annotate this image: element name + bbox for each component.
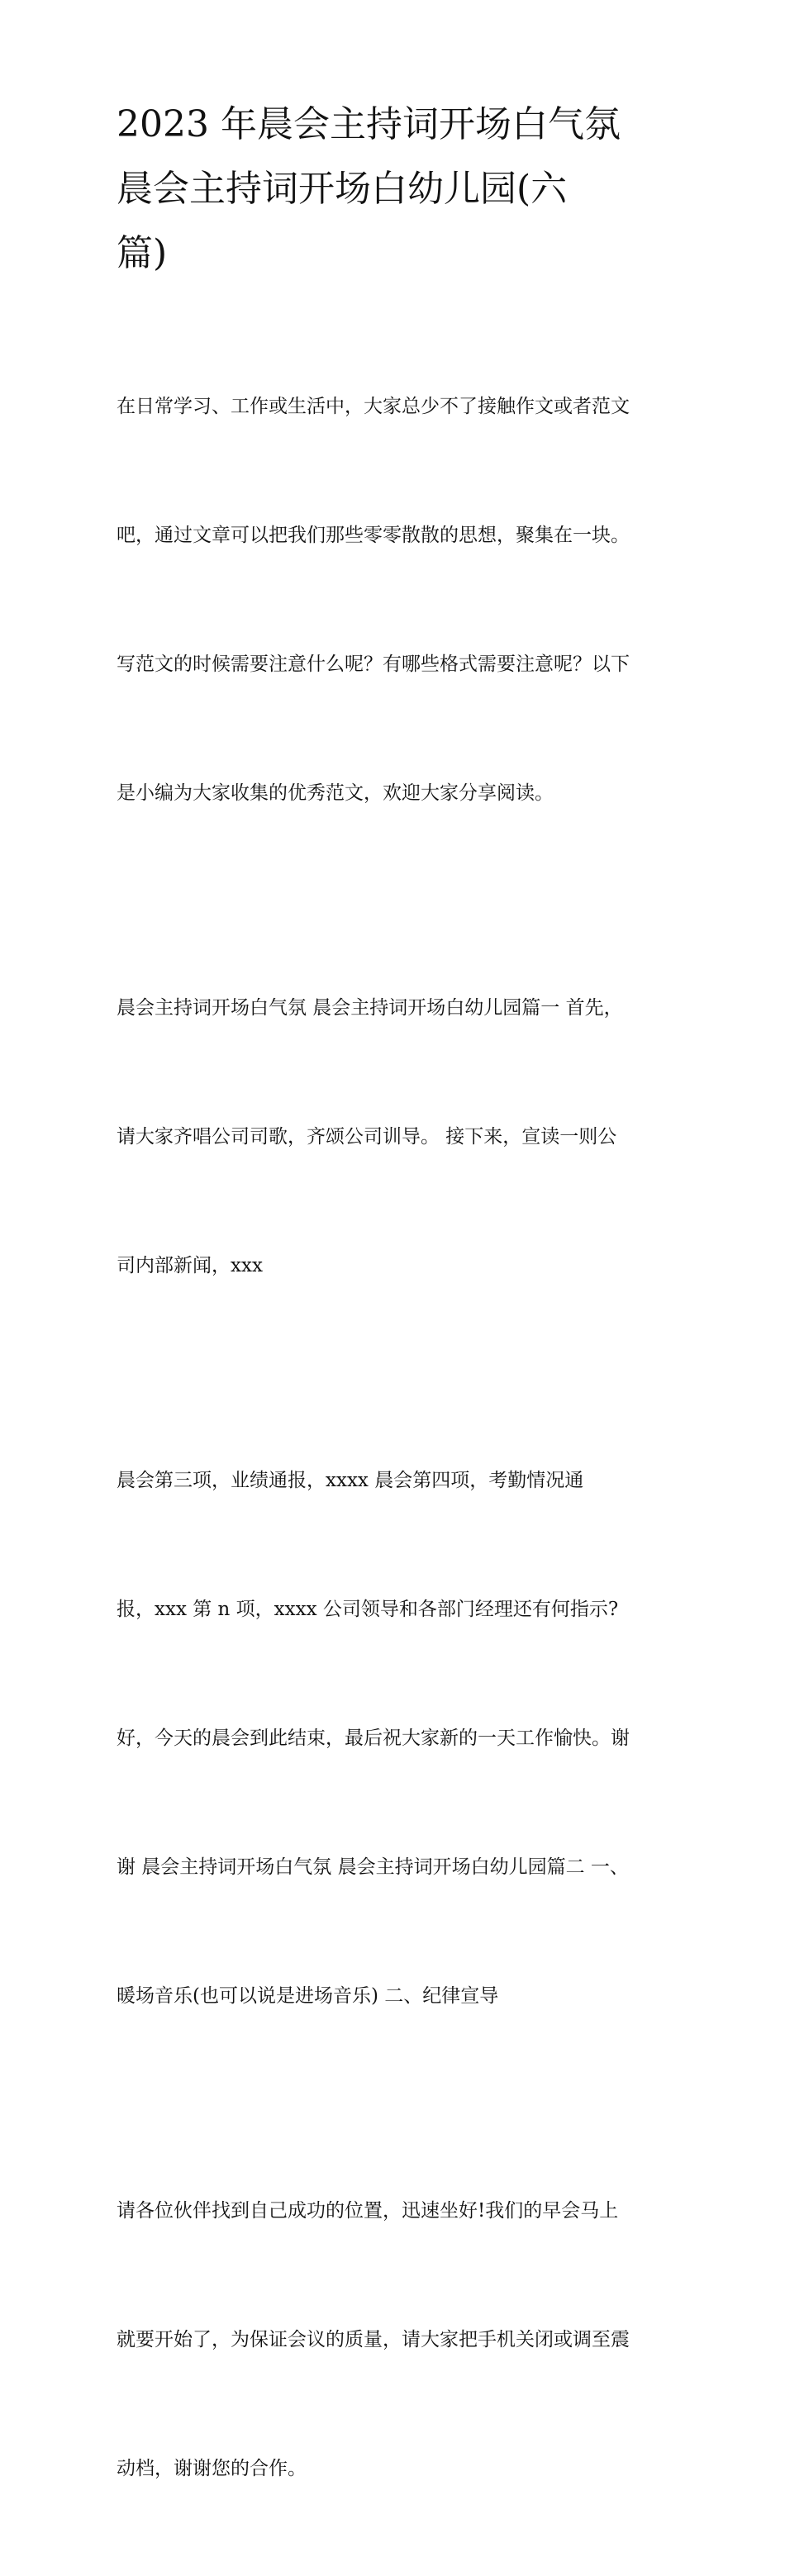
paragraph-discipline — [117, 2103, 678, 2576]
title-line: 2023 年晨会主持词开场白气氛 — [117, 103, 621, 145]
text-line: 司内部新闻，xxx — [117, 1255, 263, 1276]
document-title — [117, 93, 678, 286]
title-line: 晨会主持词开场白幼儿园(六 — [117, 168, 568, 210]
text-line: 请大家齐唱公司司歌，齐颂公司训导。 接下来，宣读一则公 — [117, 1126, 617, 1148]
document-body — [117, 299, 678, 2576]
text-line: 就要开始了，为保证会议的质量，请大家把手机关闭或调至震 — [117, 2329, 630, 2350]
paragraph-part-one — [117, 901, 678, 1373]
paragraph-intro — [117, 299, 678, 901]
document-content — [117, 93, 678, 2576]
text-line: 写范文的时候需要注意什么呢？有哪些格式需要注意呢？以下 — [117, 654, 630, 675]
text-line: 好，今天的晨会到此结束，最后祝大家新的一天工作愉快。谢 — [117, 1728, 630, 1749]
text-line: 晨会第三项，业绩通报，xxxx 晨会第四项，考勤情况通 — [117, 1470, 584, 1491]
text-line: 报，xxx 第 n 项，xxxx 公司领导和各部门经理还有何指示? — [117, 1599, 619, 1620]
text-line: 晨会主持词开场白气氛 晨会主持词开场白幼儿园篇一 首先， — [117, 997, 623, 1019]
text-line: 动档，谢谢您的合作。 — [117, 2458, 307, 2479]
text-line: 请各位伙伴找到自己成功的位置，迅速坐好!我们的早会马上 — [117, 2200, 619, 2222]
text-line: 在日常学习、工作或生活中，大家总少不了接触作文或者范文 — [117, 396, 630, 417]
paragraph-agenda — [117, 1373, 678, 2103]
text-line: 暖场音乐(也可以说是进场音乐) 二、纪律宣导 — [117, 1985, 499, 2007]
title-line: 篇) — [117, 232, 168, 274]
text-line: 谢 晨会主持词开场白气氛 晨会主持词开场白幼儿园篇二 一、 — [117, 1856, 629, 1878]
text-line: 是小编为大家收集的优秀范文，欢迎大家分享阅读。 — [117, 782, 554, 804]
text-line: 吧，通过文章可以把我们那些零零散散的思想，聚集在一块。 — [117, 525, 630, 546]
